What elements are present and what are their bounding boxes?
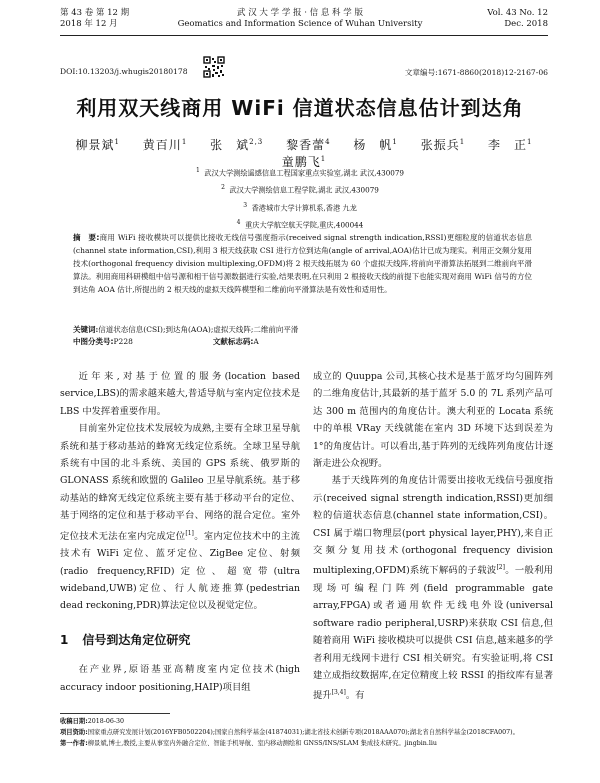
keywords-label: 关键词: [73, 325, 99, 334]
journal-name-cn: 武 汉 大 学 学 报 · 信 息 科 学 版 [237, 8, 363, 18]
abstract [73, 231, 532, 296]
funding: 项目资助:国家重点研究发展计划(2016YFB0502204);国家自然科学基金(41874031);湖北省技术创新专项(2018AAA070);湖北省自然科学基金(2018CFA007)。 [60, 729, 519, 736]
author: 柳景斌$^1$ [75, 138, 120, 152]
citation: [3,4] [331, 689, 346, 697]
qr-code-icon [203, 56, 225, 78]
paragraph: 近年来,对基于位置的服务(location based service,LBS)的需求越来越大,普适导航与室内定位技术是 LBS 中发挥着重要作用。 [60, 371, 300, 417]
classification [73, 336, 259, 347]
paper-title: 利用双天线商用 WiFi 信道状态信息估计到达角 [76, 96, 524, 120]
affiliation: $^1$ 武汉大学测绘遥感信息工程国家重点实验室,湖北 武汉,430079 [195, 167, 404, 178]
first-author: 第一作者:柳景斌,博士,教授,主要从事室内外融合定位、智能手机导航、室内移动测绘和 GNSS/INS/SLAM 集成技术研究。jingbin.liu [60, 740, 437, 747]
footnote-rule [60, 713, 170, 714]
header-rule [60, 35, 548, 36]
author: 童鹏飞$^1$ [281, 155, 327, 169]
citation: [2] [496, 564, 505, 572]
clc-value: P228 [113, 337, 133, 346]
received-date: 收稿日期:2018-06-30 [60, 718, 125, 725]
author: 李 正$^1$ [488, 138, 533, 152]
clc-label: 中图分类号: [73, 337, 114, 346]
doc-code-label: 文献标志码: [212, 337, 254, 346]
author: 张 斌$^{2,3}$ [210, 138, 264, 152]
author: 黄百川$^1$ [142, 138, 188, 152]
author: 张振兵$^1$ [420, 138, 466, 152]
volume-line: 第 43 卷 第 12 期 [60, 8, 130, 18]
article-number: 文章编号:1671-8860(2018)12-2167-06 [404, 68, 548, 77]
keywords-text: 信道状态信息(CSI);到达角(AOA);虚拟天线阵;二维前向平滑 [98, 325, 299, 334]
date-line-en: Dec. 2018 [504, 19, 548, 29]
keywords [73, 323, 532, 336]
journal-volume-en [487, 8, 548, 30]
doi: DOI:10.13203/j.whugis20180178 [60, 67, 188, 76]
author: 杨 帆$^1$ [353, 138, 398, 152]
paragraph: 基于天线阵列的角度估计需要出接收无线信号强度指示(received signal strength indication,RSSI)更加细粒的信道状态信息(channel state information,CSI)。CSI 属于端口物理层(port physical layer,PHY),来自正交频分复用技术(orthogonal frequency division multiplexing,OFDM)系统下解码的子载波[2]。一般利用现场可编程门阵列(field programmable gate array,FPGA)或者通用软件无线电外设(universal software radio peripheral,USRP)来获取 CSI 信息,但随着商用 WiFi 接收模块可以提供 CSI 信息,越来越多的学者利用无线网卡进行 CSI 相关研究。有实验证明,将 CSI 建立成指纹数据库,在定位精度上较 RSSI 的指纹库有显著提升[3,4]。有 [313, 475, 553, 702]
left-column [60, 368, 300, 696]
right-column [313, 368, 553, 705]
affiliation: $^3$ 香港城市大学计算机系,香港 九龙 [243, 201, 357, 213]
date-line: 2018 年 12 月 [60, 19, 118, 29]
section-number: 1 [60, 632, 69, 647]
volume-line-en: Vol. 43 No. 12 [487, 8, 548, 18]
section-title: 信号到达角定位研究 [82, 632, 191, 647]
paragraph: 成立的 Quuppa 公司,其核心技术是基于蓝牙均匀圆阵列的二维角度估计,其最新的基于蓝牙 5.0 的 7L 系列产品可达 300 m 范围内的角度估计。澳大利亚的 Locata 系统中的单根 VRay 天线就能在室内 3D 环境下达到误差为 1°的角度估计。可以看出,基于阵列的无线阵列角度估计逐渐走进公众视野。 [313, 371, 553, 470]
journal-name-en: Geomatics and Information Science of Wuhan University [177, 19, 423, 29]
affiliation-list [0, 163, 600, 233]
author: 黎香蕾$^4$ [286, 138, 331, 152]
abstract-label: 摘 要: [73, 233, 100, 242]
paragraph: 目前室外定位技术发展较为成熟,主要有全球卫星导航系统和基于移动基站的蜂窝无线定位系统。全球卫星导航系统有中国的北斗系统、美国的 GPS 系统、俄罗斯的 GLONASS 系统和欧盟的 Galileo 卫星导航系统。基于移动基站的蜂窝无线定位系统主要有基于移动平台的定位、基于网络的定位和基于移动平台、网络的混合定位。室外定位技术无法在室内完成定位[1]。室内定位技术中的主流技术有 WiFi 定位、蓝牙定位、ZigBee 定位、射频(radio frequency,RFID)定位、超宽带(ultra wideband,UWB)定位、行人航迹推算(pedestrian dead reckoning,PDR)算法定位以及视觉定位。 [60, 423, 300, 612]
affiliation: $^4$ 重庆大学航空航天学院,重庆,400044 [236, 219, 364, 230]
affiliation: $^2$ 武汉大学测绘信息工程学院,湖北 武汉,430079 [221, 184, 379, 195]
section-heading [60, 632, 300, 649]
abstract-text: 商用 WiFi 接收模块可以提供比接收无线信号强度指示(received signal strength indication,RSSI)更细粒度的信道状态信息(channel state information,CSI),利用 3 根天线获取 CSI 进行方位到达角(angle of arrival,AOA)估计已成为现实。利用正交频分复用技术(orthogonal frequency division multiplexing,OFDM)将 2 根天线拓展为 60 个虚拟天线阵,将前向平滑算法拓展到二维前向平滑算法。利用商用科研模组中信号源和相干信号源数据进行实验,结果表明,在只利用 2 根接收天线的前提下也能实现对商用 WiFi 信号的方位到达角 AOA 估计,所提出的 2 根天线的虚拟天线阵模型和二维前向平滑算法是有效性和适用性。 [73, 233, 532, 294]
footnotes [60, 716, 548, 749]
citation: [1] [185, 529, 194, 537]
doc-code-value: A [253, 337, 259, 346]
paragraph: 在产业界,原语基亚高精度室内定位技术(high accuracy indoor positioning,HAIP)项目组 [60, 664, 300, 693]
